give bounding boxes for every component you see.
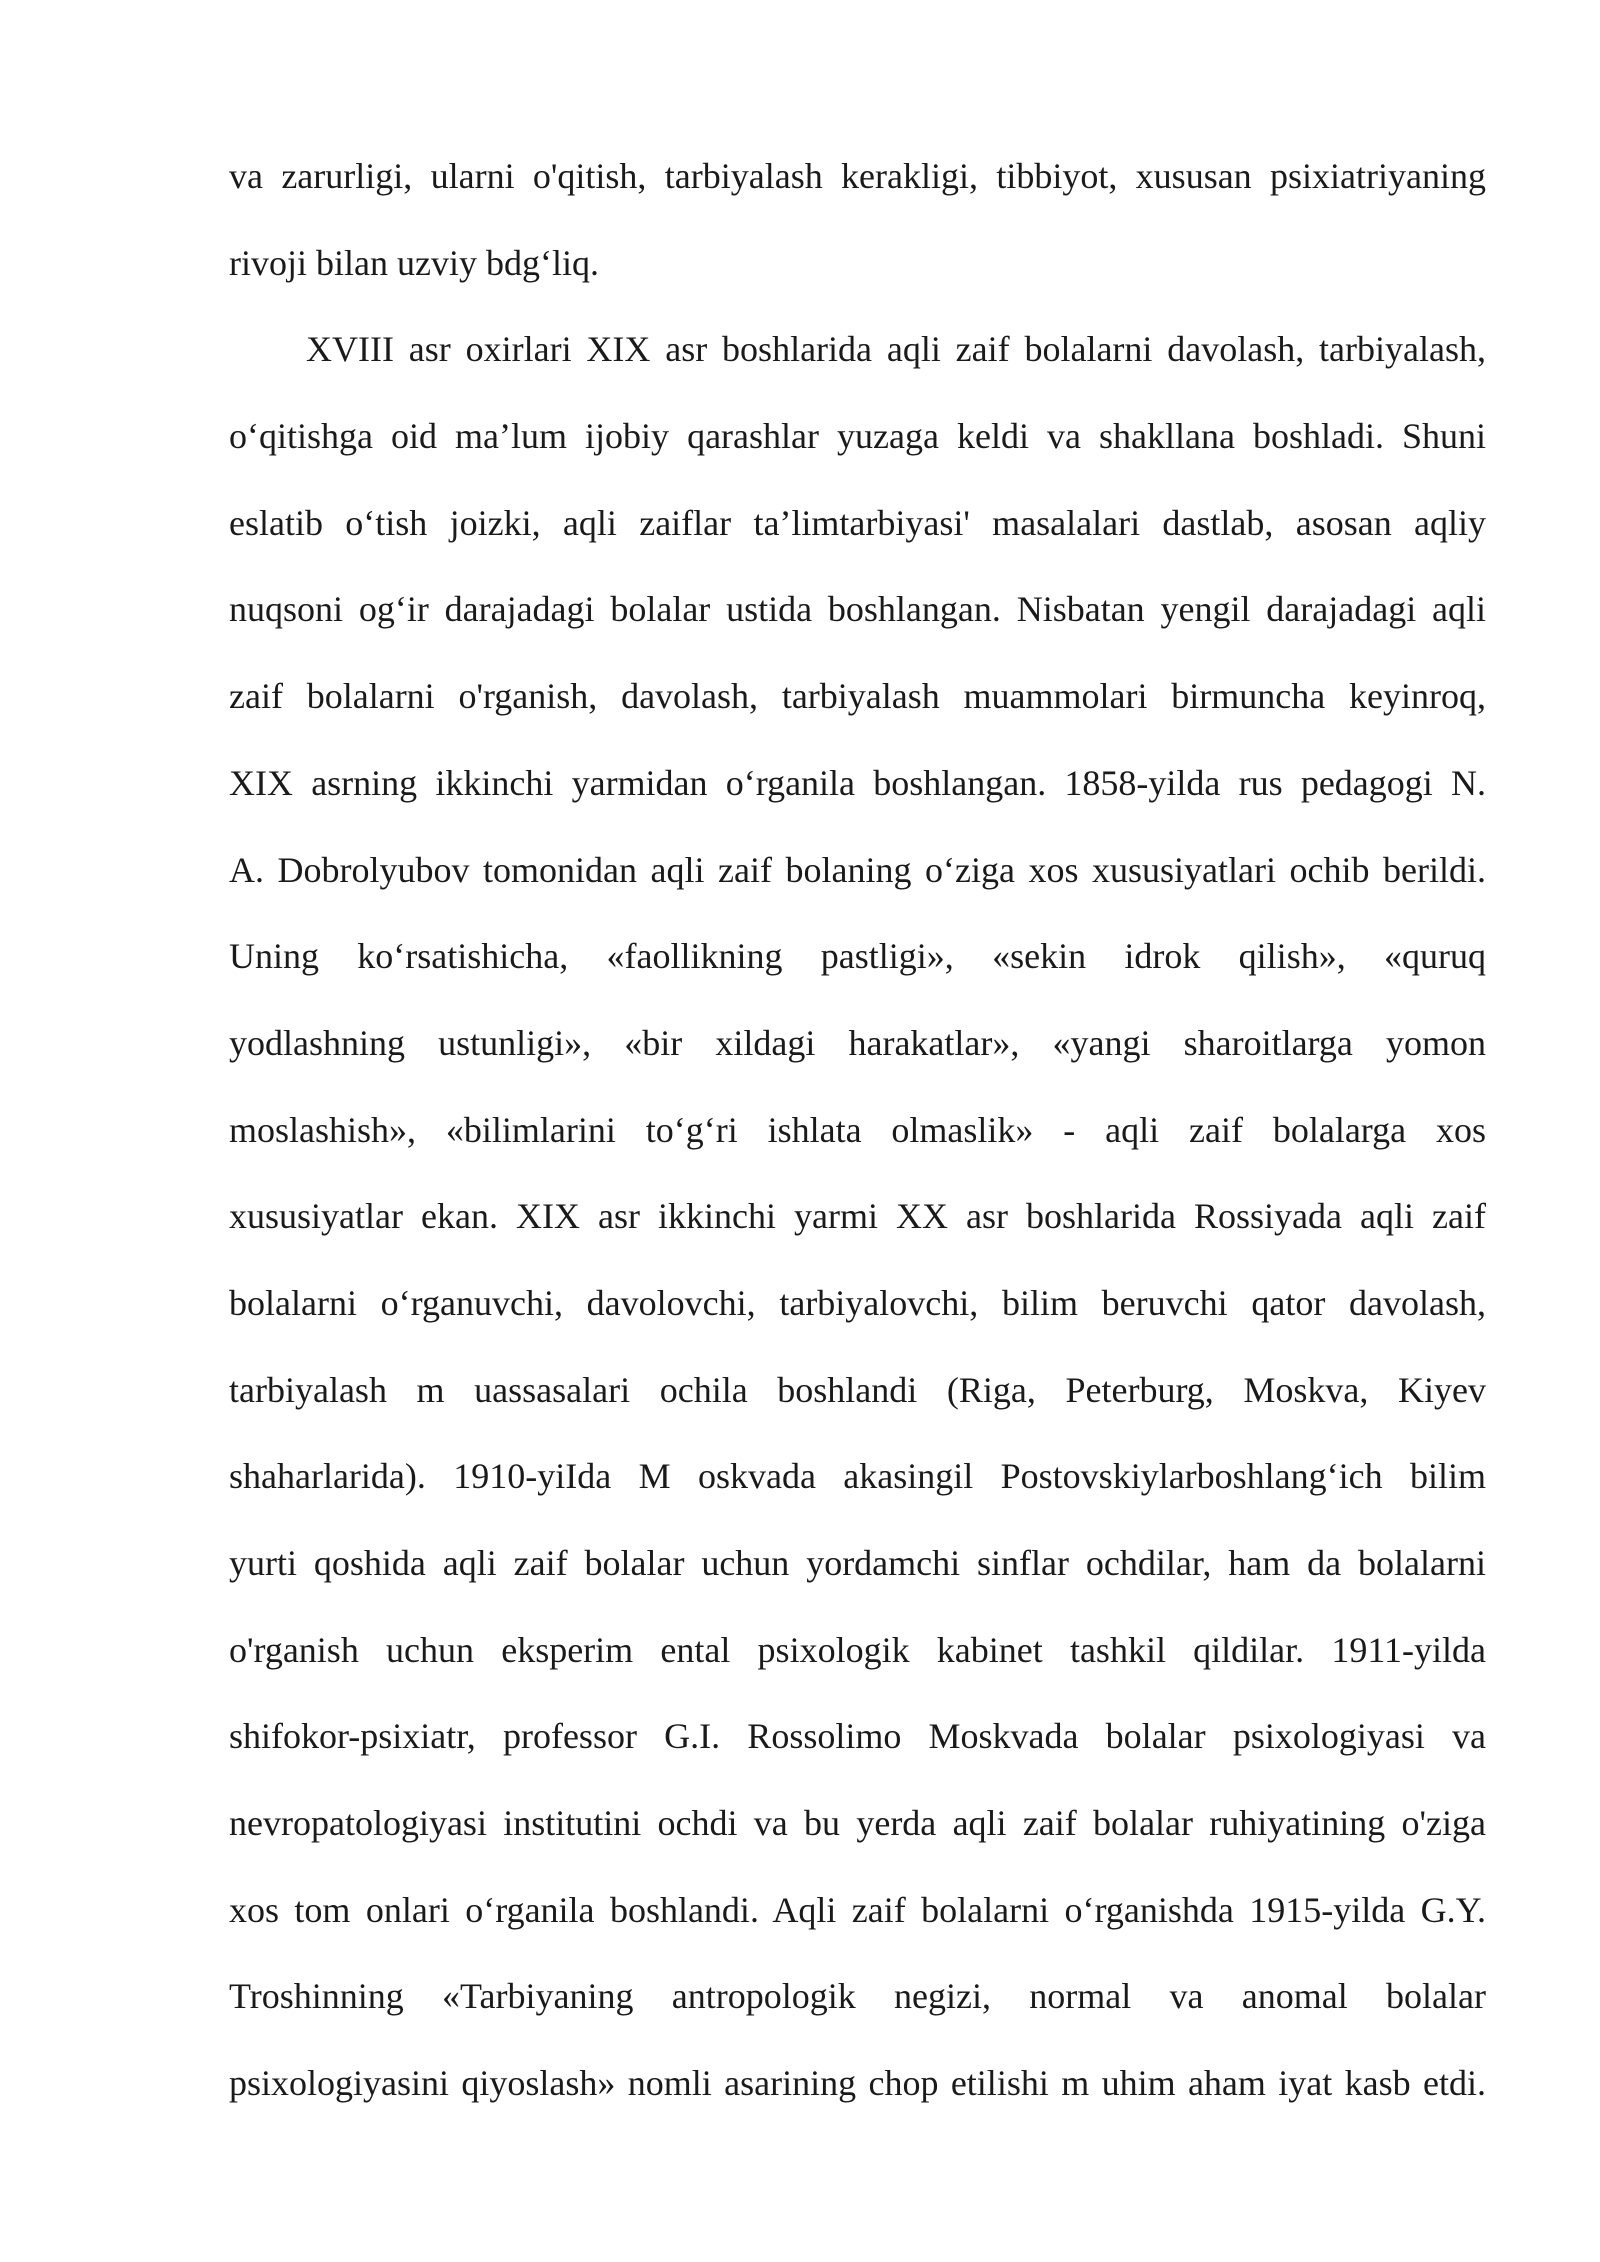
text-line: shaharlarida). 1910-yiIda M oskvada akasingil Postovskiylarboshlang‘ich bilim [229, 1456, 1486, 1497]
text-line: yurti qoshida aqli zaif bolalar uchun yordamchi sinflar ochdilar, ham da bolalarni [229, 1543, 1486, 1583]
text-line: moslashish», «bilimlarini to‘g‘ri ishlata olmaslik» - aqli zaif bolalarga xos [229, 1109, 1486, 1150]
text-line: XIX asrning ikkinchi yarmidan o‘rganila boshlangan. 1858-yilda rus pedagogi N. [229, 762, 1486, 803]
text-line: rivoji bilan uzviy bdg‘liq. [229, 242, 599, 283]
paragraph-first-line: XVIII asr oxirlari XIX asr boshlarida aqli zaif bolalarni davolash, tarbiyalash, [306, 329, 1486, 370]
text-line: bolalarni o‘rganuvchi, davolovchi, tarbiyalovchi, bilim beruvchi qator davolash, [229, 1282, 1486, 1323]
text-line: eslatib o‘tish joizki, aqli zaiflar ta’limtarbiyasi' masalalari dastlab, asosan aqliy [229, 502, 1486, 543]
text-line: Troshinning «Tarbiyaning antropologik negizi, normal va anomal bolalar [229, 1976, 1486, 2017]
body-text [229, 146, 1486, 2140]
text-line: o‘qitishga oid ma’lum ijobiy qarashlar yuzaga keldi va shakllana boshladi. Shuni [229, 416, 1486, 457]
text-line: nevropatologiyasi institutini ochdi va bu yerda aqli zaif bolalar ruhiyatining o'ziga [229, 1803, 1486, 1844]
text-line: va zarurligi, ularni o'qitish, tarbiyalash kerakligi, tibbiyot, xususan psixiatriyaning [229, 156, 1486, 196]
text-line: yodlashning ustunligi», «bir xildagi harakatlar», «yangi sharoitlarga yomon [229, 1022, 1486, 1063]
text-line: o'rganish uchun eksperim ental psixologik kabinet tashkil qildilar. 1911-yilda [229, 1629, 1486, 1670]
text-line: zaif bolalarni o'rganish, davolash, tarbiyalash muammolari birmuncha keyinroq, [229, 676, 1486, 717]
text-line: Uning ko‘rsatishicha, «faollikning pastligi», «sekin idrok qilish», «quruq [229, 936, 1486, 977]
text-line: shifokor-psixiatr, professor G.I. Rossolimo Moskvada bolalar psixologiyasi va [229, 1716, 1486, 1757]
text-line: nuqsoni og‘ir darajadagi bolalar ustida boshlangan. Nisbatan yengil darajadagi aqli [229, 589, 1486, 630]
text-line: xususiyatlar ekan. XIX asr ikkinchi yarmi XX asr boshlarida Rossiyada aqli zaif [229, 1196, 1486, 1237]
text-line: psixologiyasini qiyoslash» nomli asarining chop etilishi m uhim aham iyat kasb etdi. [229, 2063, 1486, 2104]
text-line: xos tom onlari o‘rganila boshlandi. Aqli zaif bolalarni o‘rganishda 1915-yilda G.Y. [229, 1889, 1486, 1930]
text-line: tarbiyalash m uassasalari ochila boshlandi (Riga, Peterburg, Moskva, Kiyev [229, 1369, 1486, 1410]
text-line: A. Dobrolyubov tomonidan aqli zaif bolaning o‘ziga xos xususiyatlari ochib berildi. [229, 849, 1486, 890]
